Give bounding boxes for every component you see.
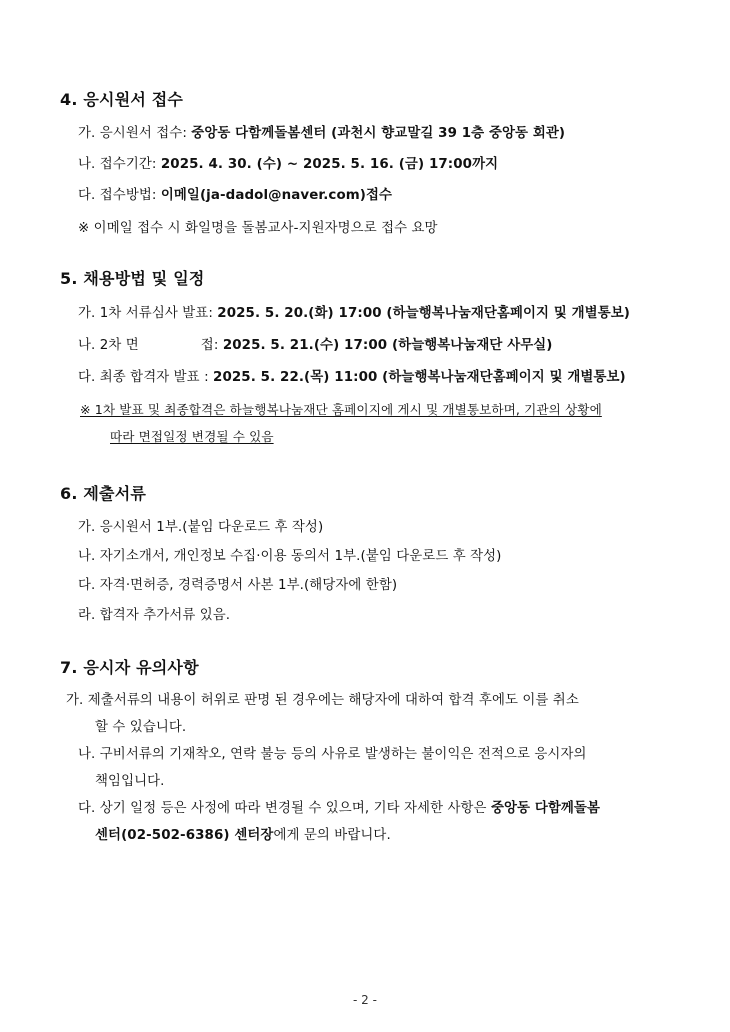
s5-da-value: 2025. 5. 22.(목) 11:00 (하늘행복나눔재단홈페이지 및 개별통보) <box>213 370 626 385</box>
s4-item-na <box>78 153 498 172</box>
s5-ga-label: 가. 1차 서류심사 발표: <box>78 306 218 321</box>
s5-da-label: 다. 최종 합격자 발표 : <box>78 370 214 385</box>
s4-ga-label: 가. 응시원서 접수: <box>78 126 192 141</box>
s7-na-line1: 나. 구비서류의 기재착오, 연락 불능 등의 사유로 발생하는 불이익은 전적으로 응시자의 <box>78 747 587 762</box>
s7-da-line1 <box>78 797 600 816</box>
s5-note-line1: ※ 1차 발표 및 최종합격은 하늘행복나눔재단 홈페이지에 게시 및 개별통보하며, 기관의 상황에 <box>80 402 602 417</box>
s5-item-na <box>78 334 553 353</box>
s5-ga-value: 2025. 5. 20.(화) 17:00 (하늘행복나눔재단홈페이지 및 개별통보) <box>217 306 630 321</box>
s6-item-ga: 가. 응시원서 1부.(붙임 다운로드 후 작성) <box>78 520 324 535</box>
s6-item-ra: 라. 합격자 추가서류 있음. <box>78 608 231 623</box>
s7-da-contact: 센터(02-502-6386) 센터장 <box>95 828 274 843</box>
section-6-title: 6. 제출서류 <box>60 484 147 503</box>
s7-ga-line1: 가. 제출서류의 내용이 허위로 판명 된 경우에는 해당자에 대하여 합격 후에도 이를 취소 <box>66 693 579 708</box>
s4-ga-value: 중앙동 다함께돌봄센터 (과천시 향교말길 39 1층 중앙동 회관) <box>191 126 566 141</box>
s6-item-na: 나. 자기소개서, 개인정보 수집·이용 동의서 1부.(붙임 다운로드 후 작성) <box>78 549 502 564</box>
s7-ga-line2: 할 수 있습니다. <box>95 720 187 735</box>
s5-na-value: 2025. 5. 21.(수) 17:00 (하늘행복나눔재단 사무실) <box>222 338 553 353</box>
s4-da-label: 다. 접수방법: <box>78 188 161 203</box>
s5-item-da <box>78 366 626 385</box>
s5-na-label: 나. 2차 면 <box>78 338 139 353</box>
s4-da-value: 이메일(ja-dadol@naver.com)접수 <box>160 188 393 203</box>
s4-na-value: 2025. 4. 30. (수) ~ 2025. 5. 16. (금) 17:00까지 <box>160 157 499 172</box>
section-4-title: 4. 응시원서 접수 <box>60 90 184 109</box>
s6-item-da: 다. 자격·면허증, 경력증명서 사본 1부.(해당자에 한함) <box>78 578 398 593</box>
s7-da-line2 <box>95 824 391 843</box>
s7-da-text-a: 다. 상기 일정 등은 사정에 따라 변경될 수 있으며, 기타 자세한 사항은 <box>78 801 491 816</box>
s7-da-text-b: 중앙동 다함께돌봄 <box>490 801 600 816</box>
s4-na-label: 나. 접수기간: <box>78 157 161 172</box>
section-5-title: 5. 채용방법 및 일정 <box>60 269 205 288</box>
section-7-title: 7. 응시자 유의사항 <box>60 658 199 677</box>
s4-item-da <box>78 184 392 203</box>
page-number: - 2 - <box>353 993 377 1007</box>
s4-item-ga <box>78 122 565 141</box>
s7-da-text-c: 에게 문의 바랍니다. <box>273 828 391 843</box>
s5-na-label2: 접: <box>200 338 223 353</box>
s5-note-line2: 따라 면접일정 변경될 수 있음 <box>110 429 274 444</box>
s4-note: ※ 이메일 접수 시 화일명을 돌봄교사-지원자명으로 접수 요망 <box>78 221 438 236</box>
s5-item-ga <box>78 302 630 321</box>
s7-na-line2: 책임입니다. <box>95 774 165 789</box>
